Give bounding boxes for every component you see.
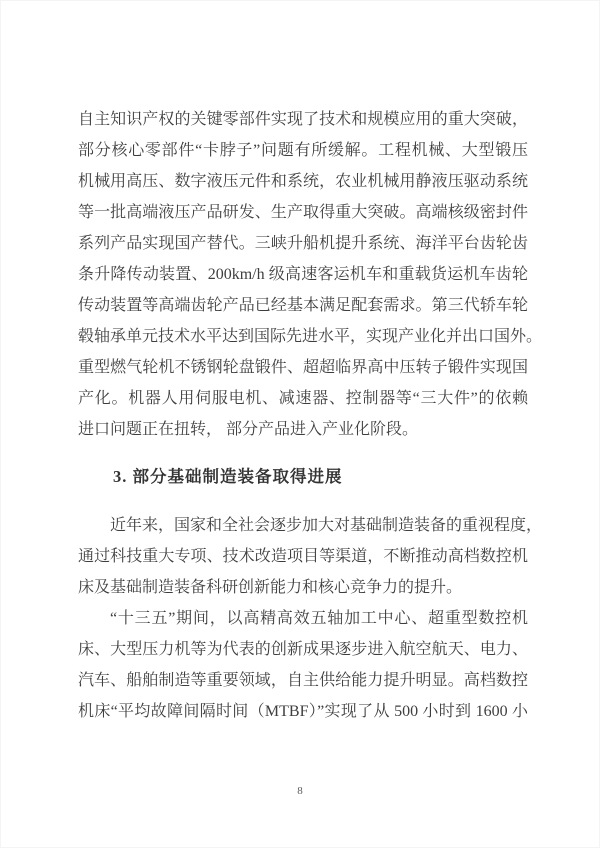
text-line: 机械用高压、数字液压元件和系统，农业机械用静液压驱动系统 — [78, 173, 528, 190]
text-line: 产化。机器人用伺服电机、减速器、控制器等“三大件”的依赖 — [78, 390, 528, 407]
text-line: 传动装置等高端齿轮产品已经基本满足配套需求。第三代轿车轮 — [78, 297, 528, 314]
text-line: 条升降传动装置、200km/h 级高速客运机车和重载货运机车齿轮 — [78, 266, 528, 283]
text-line: 床、大型压力机等为代表的创新成果逐步进入航空航天、电力、 — [78, 641, 528, 658]
text-line: 机床“平均故障间隔时间（MTBF）”实现了从 500 小时到 1600 小 — [78, 703, 528, 720]
text-line: 床及基础制造装备科研创新能力和核心竞争力的提升。 — [78, 579, 463, 596]
page-number: 8 — [297, 785, 303, 797]
page-footer — [0, 781, 600, 799]
paragraph-2 — [78, 510, 543, 603]
text-line: 毂轴承单元技术水平达到国际先进水平，实现产业化并出口国外。 — [78, 328, 543, 345]
text-line: 进口问题正在扭转， 部分产品进入产业化阶段。 — [78, 421, 419, 438]
text-line: “十三五”期间，以高精高效五轴加工中心、超重型数控机 — [110, 610, 528, 627]
text-line: 通过科技重大专项、技术改造项目等渠道，不断推动高档数控机 — [78, 548, 528, 565]
paragraph-3 — [78, 603, 528, 727]
text-line: 重型燃气轮机不锈钢轮盘锻件、超超临界高中压转子锻件实现国 — [78, 359, 528, 376]
text-line: 系列产品实现国产替代。三峡升船机提升系统、海洋平台齿轮齿 — [78, 235, 528, 252]
text-line: 汽车、船舶制造等重要领域，自主供给能力提升明显。高档数控 — [78, 672, 528, 689]
section-heading: 3. 部分基础制造装备取得进展 — [113, 467, 343, 486]
text-line: 等一批高端液压产品研发、生产取得重大突破。高端核级密封件 — [78, 204, 528, 221]
paragraph-1 — [78, 104, 543, 445]
text-line: 自主知识产权的关键零部件实现了技术和规模应用的重大突破， — [78, 111, 528, 128]
body-text — [78, 104, 543, 727]
text-line: 近年来，国家和全社会逐步加大对基础制造装备的重视程度， — [110, 517, 543, 534]
text-line: 部分核心零部件“卡脖子”问题有所缓解。工程机械、大型锻压 — [78, 142, 528, 159]
